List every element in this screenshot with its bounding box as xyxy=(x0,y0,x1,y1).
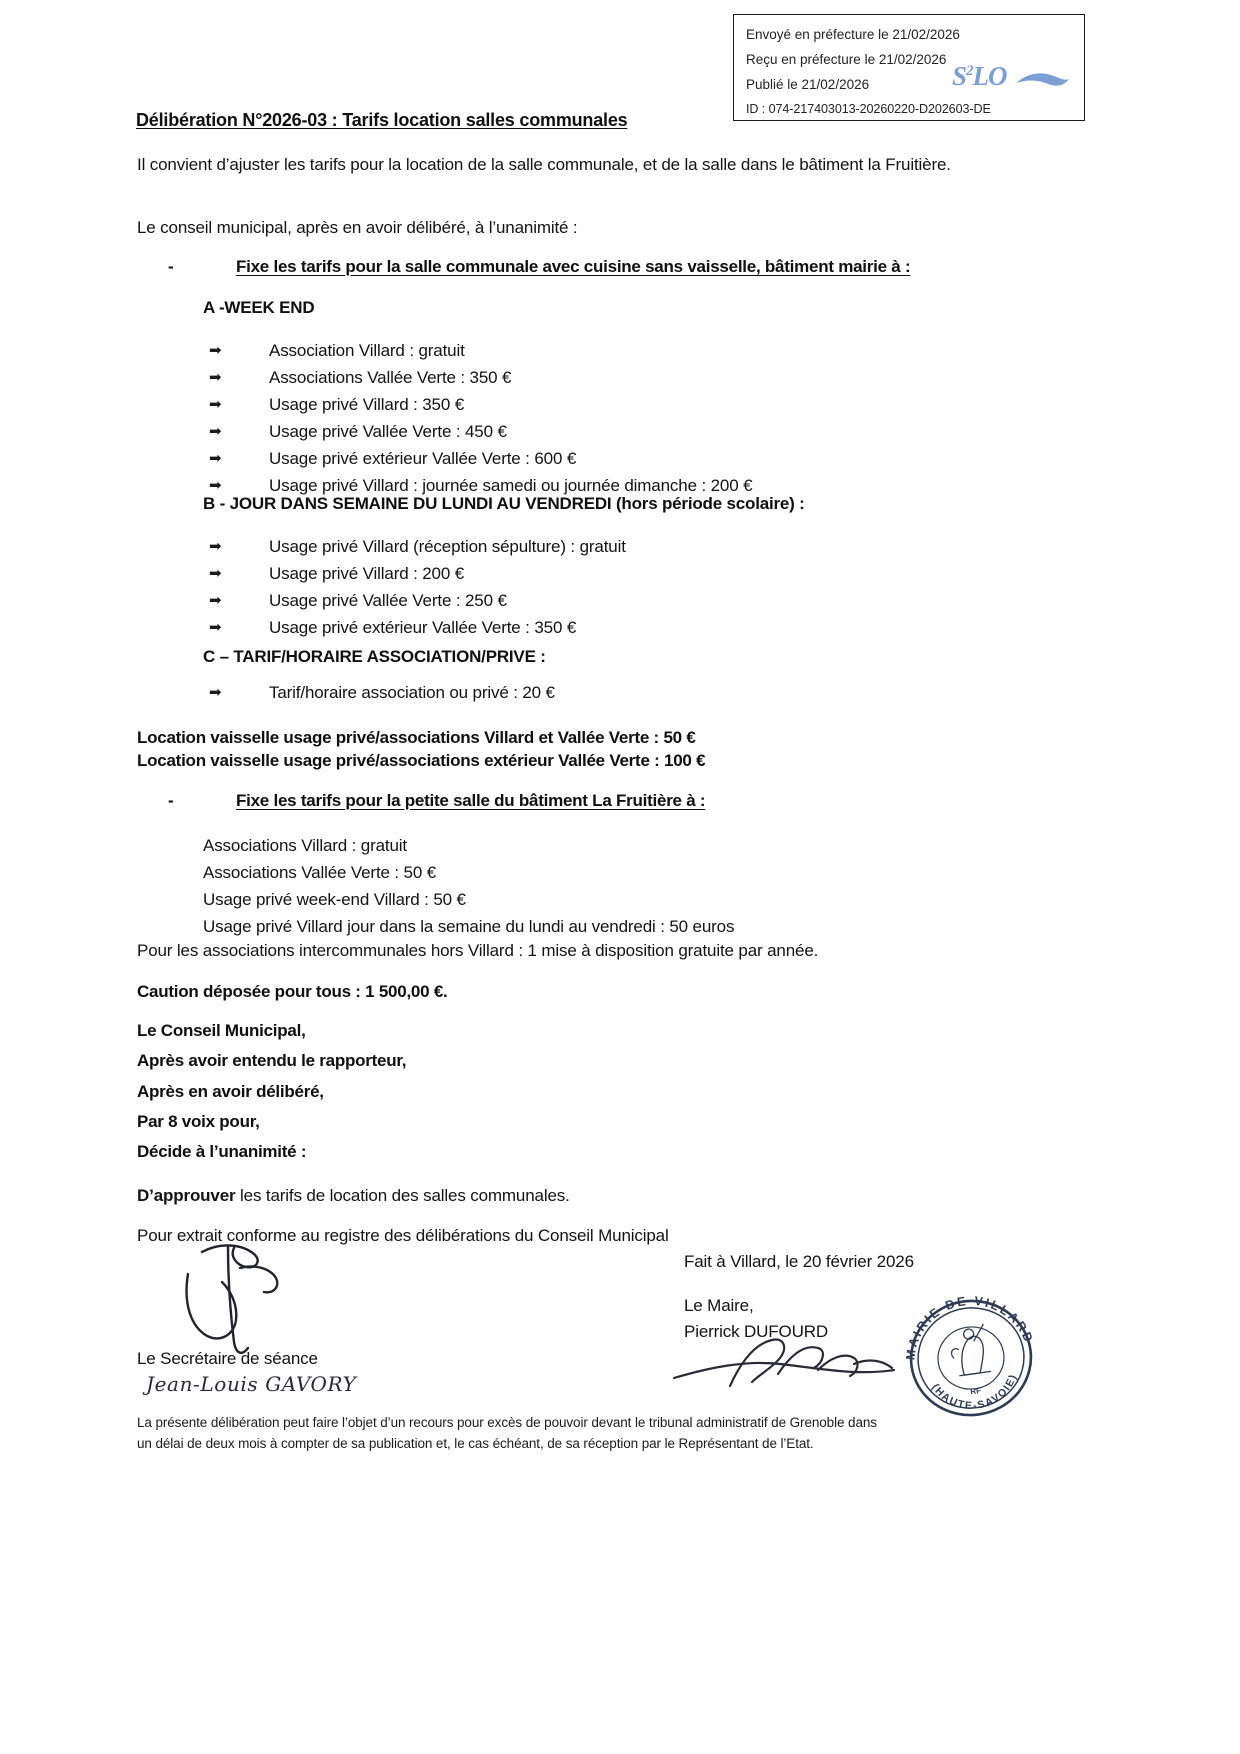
s2lo-logo-rest: LO xyxy=(972,61,1007,91)
arrow-bullet-icon: ➡ xyxy=(209,396,222,413)
list-item: Associations Vallée Verte : 50 € xyxy=(203,863,437,882)
list-item-text: Tarif/horaire association ou privé : 20 € xyxy=(269,683,555,702)
list-item xyxy=(203,418,752,445)
subsection-b-list xyxy=(203,533,626,641)
section1-heading-text: Fixe les tarifs pour la salle communale avec cuisine sans vaisselle, bâtiment mairie à : xyxy=(236,257,911,276)
list-item: Usage privé Villard jour dans la semaine du lundi au vendredi : 50 euros xyxy=(203,917,735,936)
page-title xyxy=(136,110,627,131)
list-item-text: Usage privé Vallée Verte : 450 € xyxy=(269,422,507,441)
list-item-text: Usage privé Villard (réception sépulture) : gratuit xyxy=(269,537,626,556)
extract-line: Pour extrait conforme au registre des délibérations du Conseil Municipal xyxy=(137,1226,669,1245)
list-item xyxy=(203,391,752,418)
caution-line: Caution déposée pour tous : 1 500,00 €. xyxy=(137,982,448,1001)
section2-heading xyxy=(168,791,705,811)
list-item-text: Usage privé Villard : journée samedi ou journée dimanche : 200 € xyxy=(269,476,753,495)
secretary-label: Le Secrétaire de séance xyxy=(137,1349,318,1368)
list-item xyxy=(203,587,626,614)
section1-heading xyxy=(168,257,910,277)
footer-legal-notice xyxy=(137,1412,1067,1454)
arrow-bullet-icon: ➡ xyxy=(209,477,222,494)
arrow-bullet-icon: ➡ xyxy=(209,369,222,386)
list-item-text: Usage privé extérieur Vallée Verte : 600 € xyxy=(269,449,577,468)
subsection-c-heading: C – TARIF/HORAIRE ASSOCIATION/PRIVE : xyxy=(203,647,546,666)
prefecture-stamp-box xyxy=(733,14,1085,121)
mayor-name: Pierrick DUFOURD xyxy=(684,1322,828,1341)
s2lo-logo-superscript: 2 xyxy=(966,63,973,79)
arrow-bullet-icon: ➡ xyxy=(209,565,222,582)
arrow-bullet-icon: ➡ xyxy=(209,619,222,636)
approve-bold: D’approuver xyxy=(137,1186,236,1205)
stamp-line-sent: Envoyé en préfecture le 21/02/2026 xyxy=(746,27,960,42)
arrow-bullet-icon: ➡ xyxy=(209,684,222,701)
list-item-text: Associations Vallée Verte : 350 € xyxy=(269,368,512,387)
arrow-bullet-icon: ➡ xyxy=(209,342,222,359)
list-item xyxy=(203,364,752,391)
svg-text:MAIRIE DE VILLARD xyxy=(896,1285,1037,1362)
dash-bullet-1: - xyxy=(168,257,174,276)
list-item-text: Association Villard : gratuit xyxy=(269,341,465,360)
page-title-text: Délibération N°2026-03 : Tarifs location salles communales xyxy=(136,110,628,130)
approve-rest: les tarifs de location des salles communales. xyxy=(235,1186,570,1205)
list-item xyxy=(203,614,626,641)
subsection-a-heading: A -WEEK END xyxy=(203,298,315,317)
seal-outer-text: MAIRIE DE VILLARD xyxy=(903,1293,1037,1361)
council-paragraph: Le conseil municipal, après en avoir délibéré, à l’unanimité : xyxy=(137,218,578,237)
list-item xyxy=(203,560,626,587)
list-item xyxy=(203,445,752,472)
footer-line-2: un délai de deux mois à compter de sa publication et, le cas échéant, de sa réception par le Représentant de l’Etat. xyxy=(137,1436,814,1451)
list-item-text: Usage privé Vallée Verte : 250 € xyxy=(269,591,507,610)
list-item-text: Usage privé Villard : 350 € xyxy=(269,395,465,414)
approve-line xyxy=(137,1182,570,1209)
place-date-label: Fait à Villard, le 20 février 2026 xyxy=(684,1252,914,1271)
subsection-c-list xyxy=(203,679,555,706)
list-item xyxy=(203,337,752,364)
resolution-line-2: Après avoir entendu le rapporteur, xyxy=(137,1051,407,1070)
resolution-line-1: Le Conseil Municipal, xyxy=(137,1021,306,1040)
vaisselle-line-2: Location vaisselle usage privé/associations extérieur Vallée Verte : 100 € xyxy=(137,751,706,770)
subsection-a-list xyxy=(203,337,752,499)
section2-list xyxy=(203,832,734,940)
s2lo-logo-text: S xyxy=(952,61,967,91)
intercommunal-line: Pour les associations intercommunales hors Villard : 1 mise à disposition gratuite par année. xyxy=(137,941,819,960)
stamp-line-published: Publié le 21/02/2026 xyxy=(746,77,870,92)
resolution-line-4: Par 8 voix pour, xyxy=(137,1112,260,1131)
list-item-text: Usage privé extérieur Vallée Verte : 350 € xyxy=(269,618,577,637)
list-item-text: Usage privé Villard : 200 € xyxy=(269,564,465,583)
list-item xyxy=(203,679,555,706)
seal-center-mark: RF xyxy=(969,1385,982,1397)
section2-heading-text: Fixe les tarifs pour la petite salle du bâtiment La Fruitière à : xyxy=(236,791,706,810)
intro-paragraph: Il convient d’ajuster les tarifs pour la location de la salle communale, et de la salle dans le bâtiment la Fruitière. xyxy=(137,155,951,174)
arrow-bullet-icon: ➡ xyxy=(209,538,222,555)
arrow-bullet-icon: ➡ xyxy=(209,450,222,467)
vaisselle-line-1: Location vaisselle usage privé/associations Villard et Vallée Verte : 50 € xyxy=(137,728,696,747)
list-item: Usage privé week-end Villard : 50 € xyxy=(203,890,466,909)
mayor-label: Le Maire, xyxy=(684,1296,754,1315)
secretary-handwritten-name: Jean-Louis GAVORY xyxy=(146,1372,357,1396)
secretary-signature-mark xyxy=(168,1238,308,1363)
list-item: Associations Villard : gratuit xyxy=(203,836,408,855)
footer-line-1: La présente délibération peut faire l’objet d’un recours pour excès de pouvoir devant le tribunal administratif de Grenoble dans xyxy=(137,1415,877,1430)
resolution-line-5: Décide à l’unanimité : xyxy=(137,1142,307,1161)
subsection-b-heading: B - JOUR DANS SEMAINE DU LUNDI AU VENDREDI (hors période scolaire) : xyxy=(203,494,805,513)
dash-bullet-2: - xyxy=(168,791,174,810)
mayor-signature-mark xyxy=(668,1330,908,1400)
list-item xyxy=(203,533,626,560)
seal-inner-text: (HAUTE-SAVOIE) xyxy=(929,1371,1020,1413)
stamp-line-id: ID : 074-217403013-20260220-D202603-DE xyxy=(746,102,991,116)
arrow-bullet-icon: ➡ xyxy=(209,592,222,609)
arrow-bullet-icon: ➡ xyxy=(209,423,222,440)
resolution-line-3: Après en avoir délibéré, xyxy=(137,1082,324,1101)
stamp-line-received: Reçu en préfecture le 21/02/2026 xyxy=(746,52,947,67)
svg-text:(HAUTE-SAVOIE) xyxy=(928,1370,1023,1418)
